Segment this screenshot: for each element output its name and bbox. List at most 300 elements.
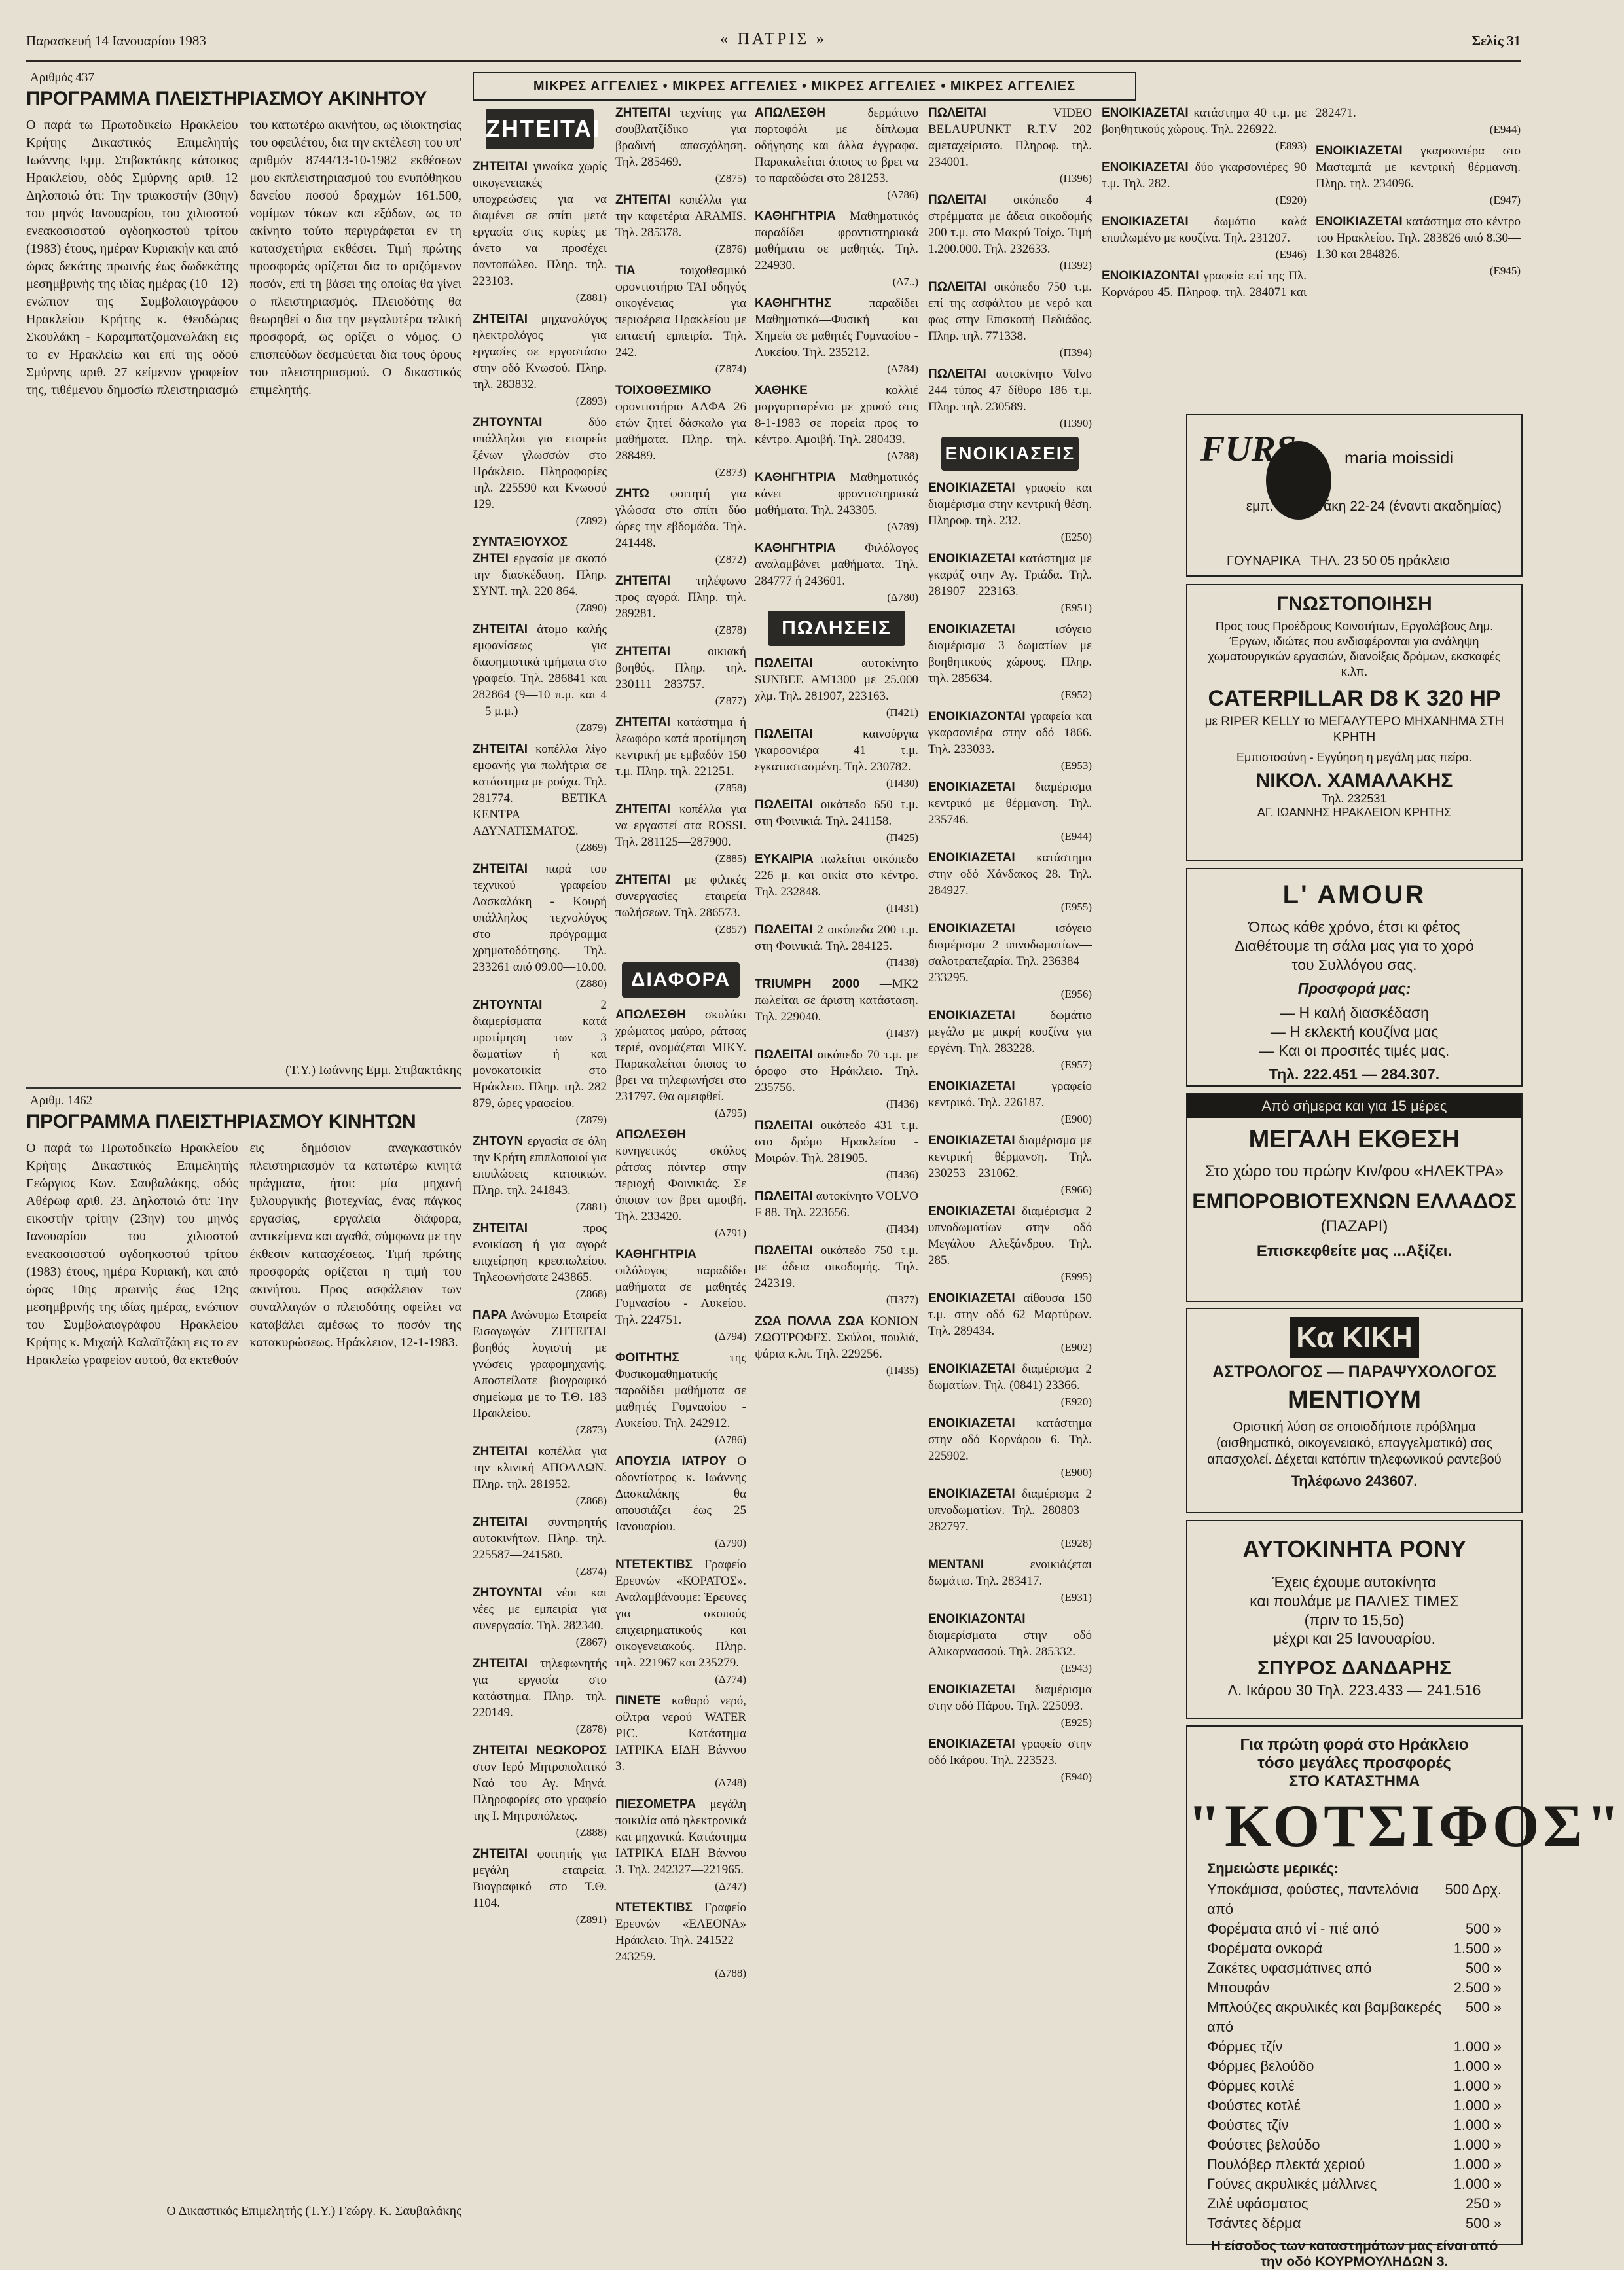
- ad-text: Μαθηματικός παραδίδει φροντιστηριακά μαθήματα σε μαθητές. Τηλ. 224930.: [755, 209, 918, 272]
- item-label: Φορέματα από vί - πιέ από: [1207, 1920, 1379, 1937]
- ad-code: (Δ786): [715, 1433, 746, 1446]
- ad-code: (Π437): [886, 1027, 918, 1039]
- ad-lead: ΕΝΟΙΚΙΑΖΕΤΑΙ: [928, 622, 1015, 636]
- ad-code: (Π421): [886, 706, 918, 719]
- item-label: Φορέματα ονκορά: [1207, 1940, 1323, 1956]
- notice-title: ΠΡΟΓΡΑΜΜΑ ΠΛΕΙΣΤΗΡΙΑΣΜΟΥ ΚΙΝΗΤΩΝ: [26, 1111, 416, 1132]
- ad-text: δωμάτιο μεγάλο με μικρή κουζίνα για εργένη. Τηλ. 283228.: [928, 1009, 1092, 1055]
- ad-text: δύο γκαρσονιέρες 90 τ.μ. Τηλ. 282.: [1102, 160, 1307, 190]
- ad-code: (Ζ878): [715, 624, 746, 636]
- furs-category: ΓΟΥΝΑΡΙΚΑ: [1227, 554, 1300, 568]
- ad-lead: ΑΠΩΛΕΣΘΗ: [615, 1128, 686, 1142]
- ad-text: Φιλόλογος αναλαμβάνει μαθήματα. Τηλ. 284777 ή 243601.: [755, 541, 918, 588]
- classified-ad: [473, 1514, 607, 1579]
- ad-text: καινούργια γκαρσονιέρα 41 τ.μ. εγκαταστασμένη. Τηλ. 230782.: [755, 727, 918, 774]
- ad-owner: ΝΙΚΟΛ. ΧΑΜΑΛΑΚΗΣ: [1255, 770, 1453, 791]
- ad-text: Γραφείο Ερευνών «ΚΟΡΑΤΟΣ». Αναλαμβάνουμε: Έρευνες για σκοπούς επιχειρηματικούς και οικογενειακούς. Πληρ. τηλ. 221967 και 235279.: [615, 1558, 746, 1670]
- ad-lead: ΚΑΘΗΓΗΤΡΙΑ: [755, 209, 836, 223]
- ad-lead: ΠΩΛΕΙΤΑΙ: [755, 727, 813, 741]
- classified-ad: [615, 382, 746, 480]
- ad-code: (Ζ888): [575, 1826, 607, 1839]
- ad-lead: ΝΤΕΤΕΚΤΙΒΣ: [615, 1558, 693, 1572]
- ad-text: τοιχοθεσμικό φροντιστήριο ΤΑΙ οδηγός οικογένειας για περιφέρεια Ηρακλείου με επταετή εμπειρία. Τηλ. 242.: [615, 264, 746, 359]
- ad-code: (Π431): [886, 902, 918, 914]
- ad-lead: ΚΑΘΗΓΗΤΡΙΑ: [615, 1248, 696, 1261]
- ad-code: (Ζ881): [575, 291, 607, 304]
- ad-text: κατάστημα ή λεωφόρο κατά προτίμηση κεντρική με εμβαδόν 150 τ.μ. Πληρ. τηλ. 221251.: [615, 715, 746, 778]
- classified-ad: [928, 550, 1092, 616]
- ad-code: (Ε956): [1060, 988, 1092, 1000]
- notice-number: Αριθμ. 1462: [30, 1094, 93, 1108]
- ad-lead: ΕΝΟΙΚΙΑΖΕΤΑΙ: [1102, 215, 1189, 228]
- ad-code: (Δ788): [715, 1967, 746, 1979]
- price-row: [1207, 1919, 1502, 1939]
- ad-lead: ΠΩΛΕΙΤΑΙ: [755, 1048, 813, 1062]
- ad-text: άτομο καλής εμφανίσεως για διαφημιστικά τμήματα στο γραφείο. Τηλ. 286841 και 282864 (9—10 π.μ. και 4—5 μ.μ.): [473, 622, 607, 718]
- classified-ad: [928, 480, 1092, 545]
- classified-ad: [615, 1126, 746, 1241]
- ad-text: ισόγειο διαμέρισμα 2 υπνοδωματίων—σαλοτραπεζαρία. Τηλ. 236384—233295.: [928, 922, 1092, 984]
- ad-text: τεχνίτης για σουβλατζίδικο για βραδινή απασχόληση. Τηλ. 285469.: [615, 106, 746, 169]
- item-label: Φόρμες κοτλέ: [1207, 2078, 1295, 2094]
- newspaper-name: « ΠΑΤΡΙΣ »: [720, 30, 827, 48]
- ad-code: (Ε966): [1060, 1183, 1092, 1196]
- ad-lead: ΖΗΤΕΙΤΑΙ ΝΕΩΚΟΡΟΣ: [473, 1744, 607, 1757]
- ad-text: δωμάτιο καλά επιπλωμένο με κουζίνα. Τηλ. 231207.: [1102, 215, 1307, 245]
- classified-ad: [928, 1007, 1092, 1073]
- classified-ad: [755, 1117, 918, 1183]
- ad-text: καθαρό νερό, φίλτρα νερού WATER PIC. Κατάστημα ΙΑΤΡΙΚΑ ΕΙΔΗ Βάννου 3.: [615, 1694, 747, 1773]
- item-label: Φούστες τζίν: [1207, 2117, 1289, 2133]
- classified-ad: [615, 1900, 746, 1981]
- ad-text: συντηρητής αυτοκινήτων. Πληρ. τηλ. 225587—241580.: [473, 1515, 607, 1562]
- ad-lead: ΠΙΕΣΟΜΕΤΡΑ: [615, 1797, 696, 1811]
- ad-lead: ΕΝΟΙΚΙΑΖΟΝΤΑΙ: [1102, 269, 1199, 283]
- ad-text: γραφείο στην οδό Ικάρου. Τηλ. 223523.: [928, 1737, 1092, 1767]
- ad-lead: ΠΩΛΕΙΤΑΙ: [928, 106, 986, 120]
- ad-text: με φιλικές συνεργασίες εταιρεία πωλήσεων. Τηλ. 286573.: [615, 873, 746, 920]
- classified-ad: [473, 1846, 607, 1928]
- classified-ad: [473, 534, 607, 616]
- ad-text: γραφείο κεντρικό. Τηλ. 226187.: [928, 1079, 1092, 1109]
- classified-ad: [1102, 159, 1307, 208]
- ad-lead: ΧΑΘΗΚΕ: [755, 384, 808, 397]
- ad-code: (Ζ878): [575, 1723, 607, 1735]
- ad-text: κοπέλλα για να εργαστεί στα ROSSI. Τηλ. 281125—287900.: [615, 802, 746, 849]
- ad-code: (Δ789): [887, 520, 918, 533]
- ad-text: αυτοκίνητο VOLVO F 88. Τηλ. 223656.: [755, 1189, 918, 1219]
- ad-lead: ΠΩΛΕΙΤΑΙ: [755, 923, 813, 937]
- ad-line: του Συλλόγου σας.: [1291, 956, 1417, 973]
- ad-code: (Ε931): [1060, 1591, 1092, 1604]
- ad-text: δύο υπάλληλοι για εταιρεία ξένων γλωσσών στο Ηράκλειο. Πληροφορίες τηλ. 225590 και Κνωσού 129.: [473, 416, 607, 511]
- ad-line: Διαθέτουμε τη σάλα μας για το χορό: [1235, 937, 1474, 954]
- classified-ad: [928, 1415, 1092, 1481]
- ad-lead: ΕΝΟΙΚΙΑΖΕΤΑΙ: [928, 922, 1015, 935]
- ad-code: (Ζ876): [715, 243, 746, 255]
- ad-text: αίθουσα 150 τ.μ. στην οδό 62 Μαρτύρων. Τηλ. 289434.: [928, 1291, 1092, 1338]
- ad-code: (Δ791): [715, 1227, 746, 1239]
- ad-text: μηχανολόγος ηλεκτρολόγος για εργασίες σε εργοστάσιο στην οδό Κνωσού. Πληρ. τηλ. 283832.: [473, 312, 607, 391]
- ad-lead: ΠΩΛΕΙΤΑΙ: [755, 1119, 813, 1132]
- ad-text: σκυλάκι χρώματος μαύρο, ράτσας τεριέ, ονομάζεται ΜΙΚΥ. Παρακαλείται όποιος το βρει να τηλεφωνήσει στο 231797. Θα αμειφθεί.: [615, 1008, 746, 1104]
- furs-tagline: [1187, 554, 1521, 569]
- auction-notice-property: [26, 71, 461, 1078]
- ad-text: 2 οικόπεδα 200 τ.μ. στη Φοινικιά. Τηλ. 284125.: [755, 923, 919, 953]
- classified-ad: [615, 1453, 746, 1551]
- ad-code: (Ζ879): [575, 721, 607, 734]
- furs-ad: [1186, 414, 1523, 577]
- price-row: [1207, 1978, 1502, 1998]
- ad-code: (Ζ872): [715, 553, 746, 566]
- classified-ad: [755, 469, 918, 535]
- ad-text: τηλέφωνο προς αγορά. Πληρ. τηλ. 289281.: [615, 574, 746, 621]
- ad-text: Προς τους Προέδρους Κοινοτήτων, Εργολάβους Δημ. Έργων, ιδιώτες που ενδιαφέρονται για ανάληψη χωματουργικών εργασιών, διανοίξεις δρόμων, εκσκαφές κ.λπ.: [1208, 620, 1501, 678]
- page-number: Σελίς 31: [1471, 33, 1521, 48]
- furs-address: εμπ. καστρινάκη 22-24 (έναντι ακαδημίας): [1246, 499, 1502, 514]
- ad-lead: ΖΗΤΕΙΤΑΙ: [615, 106, 671, 120]
- classified-column-2: [615, 105, 746, 956]
- ad-text: διαμέρισμα με κεντρική θέρμανση. Τηλ. 230253—231062.: [928, 1134, 1092, 1180]
- item-price: 1.000 »: [1453, 2136, 1502, 2153]
- price-row: [1207, 1880, 1502, 1919]
- ad-code: (Ζ893): [575, 395, 607, 407]
- ad-text: κυνηγετικός σκύλος ράτσας πόιντερ στην περιοχή Φοινικιάς. Σε όποιον τον βρει αμοιβή. Τηλ. 233420.: [615, 1144, 746, 1223]
- ad-code: (Ζ874): [715, 363, 746, 375]
- ad-text: φιλόλογος παραδίδει μαθήματα σε μαθητές Γυμνασίου - Λυκείου. Τηλ. 224751.: [615, 1264, 746, 1327]
- classified-ad: [928, 1557, 1092, 1606]
- ad-line: μέχρι και 25 Ιανουαρίου.: [1273, 1630, 1435, 1648]
- classified-ad: [615, 1796, 746, 1894]
- ad-line: Όπως κάθε χρόνο, έτσι κι φέτος: [1248, 918, 1460, 935]
- classified-ad: [615, 714, 746, 796]
- ad-phone: Τηλ. 232531: [1322, 792, 1387, 805]
- section-header-poliseis: ΠΩΛΗΣΕΙΣ: [768, 611, 905, 646]
- ad-text: κολλιέ μαργαριταρένιο με χρυσό στις 8-1-1983 σε πορεία προς το κέντρο. Αμοιβή. Τηλ. 280439.: [755, 384, 918, 446]
- notice-title: ΠΡΟΓΡΑΜΜΑ ΠΛΕΙΣΤΗΡΙΑΣΜΟΥ ΑΚΙΝΗΤΟΥ: [26, 88, 427, 109]
- item-price: 1.000 »: [1453, 2156, 1502, 2172]
- classified-ad: [615, 872, 746, 937]
- ad-code: (Ε902): [1060, 1341, 1092, 1354]
- ad-offers: Προσφορά μας:: [1297, 980, 1411, 998]
- ad-lead: ΖΗΤΕΙΤΑΙ: [473, 862, 528, 876]
- ad-code: (Δ788): [887, 450, 918, 462]
- ad-lead: ΖΗΤΕΙΤΑΙ: [615, 873, 671, 887]
- ad-code: (Δ780): [887, 591, 918, 604]
- ad-code: (Ε900): [1060, 1466, 1092, 1479]
- item-price: 1.000 »: [1453, 2078, 1502, 2094]
- ad-ripper: με RIPER KELLY το ΜΕΓΑΛΥΤΕΡΟ ΜΗΧΑΝΗΜΑ ΣΤΗ ΚΡΗΤΗ: [1204, 715, 1504, 744]
- classified-ad: [755, 851, 918, 916]
- ad-code: (Ζ890): [575, 602, 607, 614]
- item-price: 1.000 »: [1453, 2058, 1502, 2074]
- ad-line: και πουλάμε με ΠΑΛΙΕΣ ΤΙΜΕΣ: [1250, 1592, 1459, 1610]
- ad-code: (Π394): [1059, 346, 1092, 359]
- ad-text: Οριστική λύση σε οποιοδήποτε πρόβλημα (αισθηματικό, οικογενειακό, επαγγελματικό) σας απασχολεί. Δέχεται κατόπιν τηλεφωνικού ραντεβού: [1207, 1419, 1502, 1467]
- ad-lead: ΖΗΤΕΙΤΑΙ: [473, 1515, 528, 1529]
- legal-notices-column: [26, 65, 461, 2245]
- masthead-rule: [26, 60, 1521, 62]
- item-label: Φούστες κοτλέ: [1207, 2097, 1301, 2114]
- pony-cars-ad: [1186, 1520, 1523, 1719]
- ad-text: διαμέρισμα κεντρικό με θέρμανση. Τηλ. 235746.: [928, 780, 1092, 827]
- classified-ad: [1102, 213, 1307, 262]
- ad-title: ΓΝΩΣΤΟΠΟΙΗΣΗ: [1276, 593, 1432, 615]
- ad-code: (Ε920): [1275, 194, 1307, 206]
- classified-ad: [615, 1693, 746, 1791]
- ad-text: οικιακή βοηθός. Πληρ. τηλ. 230111—283757.: [615, 645, 746, 691]
- classified-ad: [473, 414, 607, 529]
- classified-ad: [473, 741, 607, 856]
- ad-title: Κα ΚΙΚΗ: [1290, 1317, 1419, 1358]
- ad-text: εργασία σε όλη την Κρήτη επιπλοποιοί για επιπλώσεις κατοικιών. Πληρ. τηλ. 241843.: [473, 1134, 607, 1197]
- ad-code: (Ζ857): [715, 923, 746, 935]
- lamour-ad: [1186, 868, 1523, 1087]
- ad-code: (Ζ873): [575, 1424, 607, 1436]
- issue-date: Παρασκευή 14 Ιανουαρίου 1983: [26, 33, 206, 48]
- item-price: 1.000 »: [1453, 2176, 1502, 2192]
- ad-lead: ΖΗΤΕΙΤΑΙ: [473, 622, 528, 636]
- ad-code: (Ζ869): [575, 841, 607, 854]
- ad-text: Γραφείο Ερευνών «ΕΛΕΟΝΑ» Ηράκλειο. Τηλ. 241522—243259.: [615, 1901, 746, 1964]
- classified-ad: [615, 801, 746, 867]
- exhibition-ad: [1186, 1093, 1523, 1302]
- classified-ad: [928, 366, 1092, 431]
- classified-ad: [615, 573, 746, 638]
- item-label: Φόρμες τζίν: [1207, 2038, 1283, 2055]
- ad-text: δερμάτινο πορτοφόλι με δίπλωμα οδήγησης και άλλα έγγραφα. Παρακαλείται όποιος το βρει να το παραδώσει στο 281253.: [755, 106, 918, 185]
- section-header-zitountai: ΖΗΤΕΙΤΑΙ: [486, 109, 594, 149]
- ad-entrance: Η είσοδος των καταστημάτων μας είναι από την οδό ΚΟΥΡΜΟΥΛΗΔΩΝ 3.: [1210, 2239, 1498, 2269]
- classified-ad: [615, 1350, 746, 1448]
- classified-ad: [755, 726, 918, 791]
- ad-text: γραφεία επί της Πλ. Κορνάρου 45. Πληροφ. τηλ. 284071 και 282471.: [1102, 106, 1356, 299]
- classified-ad: [473, 1443, 607, 1509]
- ad-code: (Ε925): [1060, 1716, 1092, 1729]
- classified-ad: [755, 1188, 918, 1237]
- ad-text: κοπέλλα λίγο εμφανής για πωλήτρια σε κατάστημα με ρούχα. Τηλ. 281774. ΒΕΤΙΚΑ ΚΕΝΤΡΑ ΑΔΥΝΑΤΙΣΜΑΤΟΣ.: [473, 742, 607, 838]
- ad-lead: ΠΩΛΕΙΤΑΙ: [755, 1244, 813, 1257]
- ad-code: (Π436): [886, 1098, 918, 1110]
- ad-text: Ο οδοντίατρος κ. Ιωάννης Δασκαλάκης θα απουσιάζει έως 25 Ιανουαρίου.: [615, 1454, 746, 1534]
- item-price: 500 »: [1465, 1999, 1502, 2015]
- ad-text: κατάστημα 40 τ.μ. με βοηθητικούς χώρους. Τηλ. 226922.: [1102, 106, 1307, 136]
- ad-code: (Π438): [886, 956, 918, 969]
- ad-code: (Ε957): [1060, 1058, 1092, 1071]
- ad-lead: ΑΠΟΥΣΙΑ ΙΑΤΡΟΥ: [615, 1454, 727, 1468]
- classified-column-6: [1102, 105, 1521, 406]
- classified-ad: [473, 1585, 607, 1650]
- classified-ad: [615, 1007, 746, 1121]
- ad-lead: ΖΗΤΟΥΝΤΑΙ: [473, 416, 543, 429]
- ad-code: (Ζ891): [575, 1913, 607, 1926]
- item-label: Γούνες ακρυλικές μάλλινες: [1207, 2176, 1377, 2192]
- ad-text: VIDEO BELAUPUNKT R.T.V 202 αμεταχείριστο. Πληροφ. τηλ. 234001.: [928, 106, 1092, 169]
- ad-text: 2 διαμερίσματα κατά προτίμηση των 3 δωματίων ή και μονοκατοικία στο Ηράκλειο. Πληρ. τηλ. 282 879, ώρες γραφείου.: [473, 998, 607, 1110]
- ad-text: γραφείο και διαμέρισμα στην κεντρική θέση. Πληροφ. τηλ. 232.: [928, 481, 1092, 528]
- ad-text: διαμέρισμα 2 υπνοδωματίων στην οδό Μεγάλου Αλεξάνδρου. Τηλ. 285.: [928, 1204, 1092, 1267]
- ad-text: κοπέλλα για την καφετέρια ARAMIS. Τηλ. 285378.: [615, 193, 746, 240]
- ad-lead: ΤΟΙΧΟΘΕΣΜΙΚΟ: [615, 384, 712, 397]
- ad-text: διαμέρισμα στην οδό Πάρου. Τηλ. 225093.: [928, 1683, 1092, 1713]
- ad-text: γυναίκα χωρίς οικογενειακές υποχρεώσεις για να διαμένει σε σπίτι μετά εργασία στις κυρίες με άνετο να προσέχει παντοπώλεο. Πληρ. τηλ. 223103.: [473, 160, 607, 288]
- ad-text: εργασία με σκοπό την διασκέδαση. Πληρ. ΣΥΝΤ. τηλ. 220 864.: [473, 552, 607, 598]
- ad-lead: ΠΙΝΕΤΕ: [615, 1694, 661, 1708]
- ad-lead: ΖΗΤΩ: [615, 487, 649, 501]
- classified-ad: [928, 1486, 1092, 1551]
- ad-line: (πριν το 15,5ο): [1304, 1611, 1405, 1629]
- ad-head: τόσο μεγάλες προσφορές: [1257, 1754, 1451, 1772]
- price-row: [1207, 2057, 1502, 2076]
- classified-ad: [473, 997, 607, 1128]
- ad-lead: ΖΗΤΕΙΤΑΙ: [473, 312, 528, 326]
- ad-text: φροντιστήριο ΑΛΦΑ 26 ετών ζητεί δάσκαλο για μαθήματα. Πληρ. τηλ. 288489.: [615, 400, 746, 463]
- item-price: 500 »: [1465, 1960, 1502, 1976]
- ad-text: μεγάλη ποικιλία από ηλεκτρονικά και μηχανικά. Κατάστημα ΙΑΤΡΙΚΑ ΕΙΔΗ Βάννου 3. Τηλ. 242327—221965.: [615, 1797, 746, 1877]
- classified-ad: [755, 976, 918, 1041]
- classified-ad: [615, 1246, 746, 1344]
- ad-code: (Ζ879): [575, 1113, 607, 1126]
- ad-top: Από σήμερα και για 15 μέρες: [1187, 1094, 1521, 1118]
- ad-code: (Ζ881): [575, 1200, 607, 1213]
- ad-text: Μαθηματικός κάνει φροντιστηριακά μαθήματα. Τηλ. 243305.: [755, 471, 918, 517]
- ad-text: παρά του τεχνικού γραφείου Δασκαλάκη - Κουρή υπάλληλος τεχνολόγος στο πρόγραμμα χρηματοδότησης. Τηλ. 233261 από 09.00—10.00.: [473, 862, 607, 974]
- ad-code: (Π430): [886, 777, 918, 789]
- ad-notes: Σημειώστε μερικές:: [1207, 1860, 1339, 1877]
- ad-code: (Δ747): [715, 1880, 746, 1892]
- classified-ad: [473, 1655, 607, 1737]
- item-price: 500 Δρχ.: [1445, 1881, 1502, 1898]
- ad-surname: ΜΕΝΤΙΟΥΜ: [1288, 1386, 1421, 1414]
- ad-text: Ανώνυμω Εταιρεία Εισαγωγών ΖΗΤΕΙΤΑΙ βοηθός λογιστή με γνώσεις γραφομηχανής. Αποστείλατε βιογραφικό σημείωμα με το Τ.Θ. 183 Ηρακλείου.: [473, 1308, 607, 1420]
- ad-lead: ΖΗΤΕΙΤΑΙ: [473, 160, 528, 173]
- classified-ad: [615, 105, 746, 187]
- ad-text: οικόπεδο 750 τ.μ. επί της ασφάλτου με νερό και φως στην Επισκοπή Πεδιάδος. Πληρ. τηλ. 771338.: [928, 280, 1092, 343]
- ad-code: (Ζ892): [575, 514, 607, 527]
- item-price: 2.500 »: [1453, 1979, 1502, 1996]
- ad-text: διαμερίσματα στην οδό Αλικαρνασσού. Τηλ. 285332.: [928, 1629, 1092, 1659]
- ad-code: (Ζ875): [715, 172, 746, 185]
- classified-ad: [755, 1313, 918, 1378]
- ad-code: (Δ790): [715, 1537, 746, 1549]
- ad-text: οικόπεδο 70 τ.μ. με όροφο στο Ηράκλειο. Τηλ. 235756.: [755, 1048, 918, 1094]
- classified-ad: [928, 1290, 1092, 1356]
- ad-lead: ΕΝΟΙΚΙΑΖΕΤΑΙ: [928, 1362, 1015, 1376]
- ad-text: αυτοκίνητο Volvo 244 τύπος 47 δίθυρο 186 τ.μ. Πληρ. τηλ. 230589.: [928, 367, 1092, 414]
- ad-code: (Ε944): [1060, 830, 1092, 842]
- classified-ad: [615, 192, 746, 257]
- ad-lead: ΑΠΩΛΕΣΘΗ: [615, 1008, 686, 1022]
- ad-text: κατάστημα στο κέντρο του Ηρακλείου. Τηλ. 283826 από 8.30—1.30 και 284826.: [1316, 215, 1521, 261]
- notice-signature: Ο Δικαστικός Επιμελητής (Τ.Υ.) Γεώργ. Κ. Σαυβαλάκης: [166, 2204, 461, 2218]
- ad-code: (Ε945): [1489, 264, 1521, 277]
- ad-lead: ΕΝΟΙΚΙΑΖΕΤΑΙ: [928, 1204, 1015, 1218]
- ad-where: Στο χώρο του πρώην Κιν/φου «ΗΛΕΚΤΡΑ»: [1204, 1162, 1504, 1180]
- item-label: Φούστες βελούδο: [1207, 2136, 1320, 2153]
- price-row: [1207, 2214, 1502, 2233]
- classified-ad: [615, 1557, 746, 1687]
- ad-code: (Δ786): [887, 189, 918, 201]
- ad-lead: ΕΝΟΙΚΙΑΖΕΤΑΙ: [928, 780, 1015, 794]
- ad-code: (Ζ877): [715, 694, 746, 707]
- ad-lead: ΖΗΤΕΙΤΑΙ: [473, 1221, 528, 1235]
- classified-ad: [755, 295, 918, 377]
- ad-text: παραδίδει Μαθηματικά—Φυσική και Χημεία σε μαθητές Γυμνασίου - Λυκείου. Τηλ. 235212.: [755, 297, 918, 359]
- classified-ad: [755, 382, 918, 464]
- ad-code: (Δ784): [887, 363, 918, 375]
- ad-lead: ΖΗΤΟΥΝ: [473, 1134, 524, 1148]
- ad-lead: ΕΝΟΙΚΙΑΖΕΤΑΙ: [928, 1737, 1015, 1751]
- ad-lead: ΖΩΑ ΠΟΛΛΑ ΖΩΑ: [755, 1314, 865, 1328]
- ad-lead: ΠΩΛΕΙΤΑΙ: [755, 657, 813, 670]
- classified-column-5: [928, 105, 1092, 2245]
- ad-lead: ΕΝΟΙΚΙΑΖΕΤΑΙ: [928, 1079, 1015, 1093]
- ad-head: ΣΤΟ ΚΑΤΑΣΤΗΜΑ: [1288, 1773, 1420, 1790]
- ad-code: (Ζ868): [575, 1288, 607, 1300]
- ad-sub: (ΠΑΖΑΡΙ): [1320, 1217, 1388, 1235]
- ad-lead: ΠΩΛΕΙΤΑΙ: [755, 1189, 813, 1203]
- ad-text: φοιτητή για γλώσσα στο σπίτι δύο ώρες την εβδομάδα. Τηλ. 241448.: [615, 487, 747, 550]
- classified-ad: [928, 192, 1092, 274]
- ad-text: οικόπεδο 431 τ.μ. στο δρόμο Ηρακλείου - Μοιρών. Τηλ. 281905.: [755, 1119, 918, 1165]
- ad-code: (Δ7..): [892, 276, 918, 288]
- classified-ad: [928, 1078, 1092, 1127]
- ad-lead: ΚΑΘΗΓΗΤΡΙΑ: [755, 541, 836, 555]
- classified-ad: [1316, 143, 1521, 208]
- item-label: Φόρμες βελούδο: [1207, 2058, 1314, 2074]
- ad-item: — Η εκλεκτή κουζίνα μας: [1270, 1022, 1439, 1040]
- notice-body: Ο παρά τω Πρωτοδικείω Ηρακλείου Κρήτης Δικαστικός Επιμελητής Γεώργιος Κων. Σαυβαλάκης, οδός Αθέρωφ αριθ. 23. Δηλοποιώ ότι: Την εικοστήν τρίτην (23ην) του μηνός Ιανουαρίου του χιλιοστού ενεακοσιοστού ογδοηκοστού τρίτου (1983) έτους, ημέρα Κυριακή, και από ώρας 10ης πρωινής έως 12ης μεσημβρινής της ιδίας ημέρας, ενώπιον του Συμβολαιογράφου Ηρακλείου Κρήτης κ. Μιχαήλ Καλαϊτζάκη εις το εν Ηρακλείω γραφείον αυτού, θα εκτεθούν εις δημόσιον αναγκαστικόν πλειστηριασμόν τα κατωτέρω κινητά πράγματα, ήτοι: μία μηχανή ξυλουργικής βιοτεχνίας, ένας πάγκος εργασίας, εργαλεία διάφορα, αντικείμενα και αγαθά, σύμφωνα με την έκθεσιν κατασχέσεως. Τιμή πρώτης προσφοράς ορίζεται η τιμή του ακινήτου. Προς ασφάλειαν των συναλλαγών ο πλειοδότης οφείλει να καταβάλει αμέσως το ποσόν της κατακυρώσεως. Ηράκλειον, 12-1-1983.: [26, 1141, 461, 1367]
- classified-ad: [1316, 213, 1521, 279]
- item-label: Μπλούζες ακρυλικές και βαμβακερές από: [1207, 1999, 1441, 2035]
- item-label: Πουλόβερ πλεκτά χεριού: [1207, 2156, 1365, 2172]
- item-label: Μπουφάν: [1207, 1979, 1270, 1996]
- item-label: Υποκάμισα, φούστες, παντελόνια από: [1207, 1881, 1419, 1917]
- ad-text: κατάστημα στην οδό Χάνδακος 28. Τηλ. 284927.: [928, 851, 1092, 897]
- ad-text: φοιτητής για μεγάλη εταιρεία. Βιογραφικό στο Τ.Θ. 1104.: [473, 1847, 607, 1910]
- price-row: [1207, 1998, 1502, 2037]
- ad-text: κατάστημα στην οδό Κορνάρου 6. Τηλ. 225902.: [928, 1416, 1092, 1463]
- ad-code: (Π392): [1059, 259, 1092, 272]
- classified-ad: [755, 797, 918, 846]
- ad-text: διαμέρισμα 2 υπνοδωματίων. Τηλ. 280803—282797.: [928, 1487, 1092, 1534]
- classified-ad: [473, 1133, 607, 1215]
- ad-code: (Ε250): [1060, 531, 1092, 543]
- ad-title: ΜΕΓΑΛΗ ΕΚΘΕΣΗ: [1248, 1125, 1460, 1153]
- item-price: 500 »: [1465, 1920, 1502, 1937]
- item-label: Ζακέτες υφασμάτινες από: [1207, 1960, 1372, 1976]
- ad-code: (Ε946): [1275, 248, 1307, 261]
- ad-code: (Ζ885): [715, 852, 746, 865]
- notice-body: Ο παρά τω Πρωτοδικείω Ηρακλείου Κρήτης Δικαστικός Επιμελητής Ιωάννης Εμμ. Στιβακτάκης κάτοικος Ηρακλείου, οδός Σμύρνης αριθ. 12 Δηλοποιώ ότι: Την τριακοστήν (30ην) του μηνός Ιανουαρίου, του χιλιοστού ενεακοσιοστού ογδοηκοστού τρίτου (1983) έτους, ημέραν Κυριακήν και από ώρας δεκάτης πρωινής έως δωδεκάτης μεσημβρινής της ιδίας ημέρας (10—12) ενώπιον της Συμβολαιογράφου Ηρακλείου Κρήτης κ. Θεοδώρας Σκουλάκη - Καραμπατζομανωλάκη εις το εν Ηρακλείω και επί της οδού Σμύρνης αριθ. 27 κείμενον γραφείον της, τιθέμενου δημοσίω πλειστηριασμώ του κατωτέρω ακινήτου, ως ιδιοκτησίας του οφειλέτου, δια την εκτέλεση του υπ' αριθμόν 8744/13-10-1982 εκθέσεων μου εκπλειστηριασμού του ενυπόθηκου δανείου ποσού δραχμών 161.500, νομίμων τόκων και εξόδων, ως το ακίνητο τούτο περιγράφεται εν τη κατασχετήρια εκθέσει. Τιμή πρώτης προσφοράς ορίζεται δια το οριζόμενον ποσόν, επί τη βάσει της οποίας θα γίνει ο πλειστηριασμός. Πλειοδότης θα θεωρηθεί ο δια την μεγαλυτέρα τελική προσφορά, ως ορίζει ο νόμος. Ο επισπεύδων δεσμεύεται δια τους όρους του πλειστηριασμού. Ο δικαστικός επιμελητής.: [26, 118, 461, 397]
- ad-code: (Ζ880): [575, 977, 607, 990]
- ad-code: (Ζ867): [575, 1636, 607, 1648]
- classified-ad: [473, 621, 607, 736]
- ad-text: γραφεία και γκαρσονιέρα στην οδό 1866. Τηλ. 233033.: [928, 710, 1092, 756]
- ad-address: Λ. Ικάρου 30 Τηλ. 223.433 — 241.516: [1227, 1681, 1481, 1699]
- ad-lead: ΖΗΤΕΙΤΑΙ: [473, 742, 528, 756]
- item-price: 1.500 »: [1453, 1940, 1502, 1956]
- ad-lead: ΠΩΛΕΙΤΑΙ: [755, 798, 813, 812]
- ad-machine: CATERPILLAR D8 K 320 HP: [1208, 686, 1501, 711]
- ad-text: αυτοκίνητο SUNBEE AM1300 με 25.000 χλμ. Τηλ. 281907, 223163.: [755, 657, 918, 703]
- classified-ad: [928, 779, 1092, 844]
- ad-lead: ΕΝΟΙΚΙΑΖΕΤΑΙ: [928, 1416, 1015, 1430]
- furs-owner: maria moissidi: [1344, 448, 1454, 467]
- item-price: 500 »: [1465, 2215, 1502, 2231]
- ad-lead: ΤΙΑ: [615, 264, 636, 278]
- price-list: [1187, 1880, 1521, 2233]
